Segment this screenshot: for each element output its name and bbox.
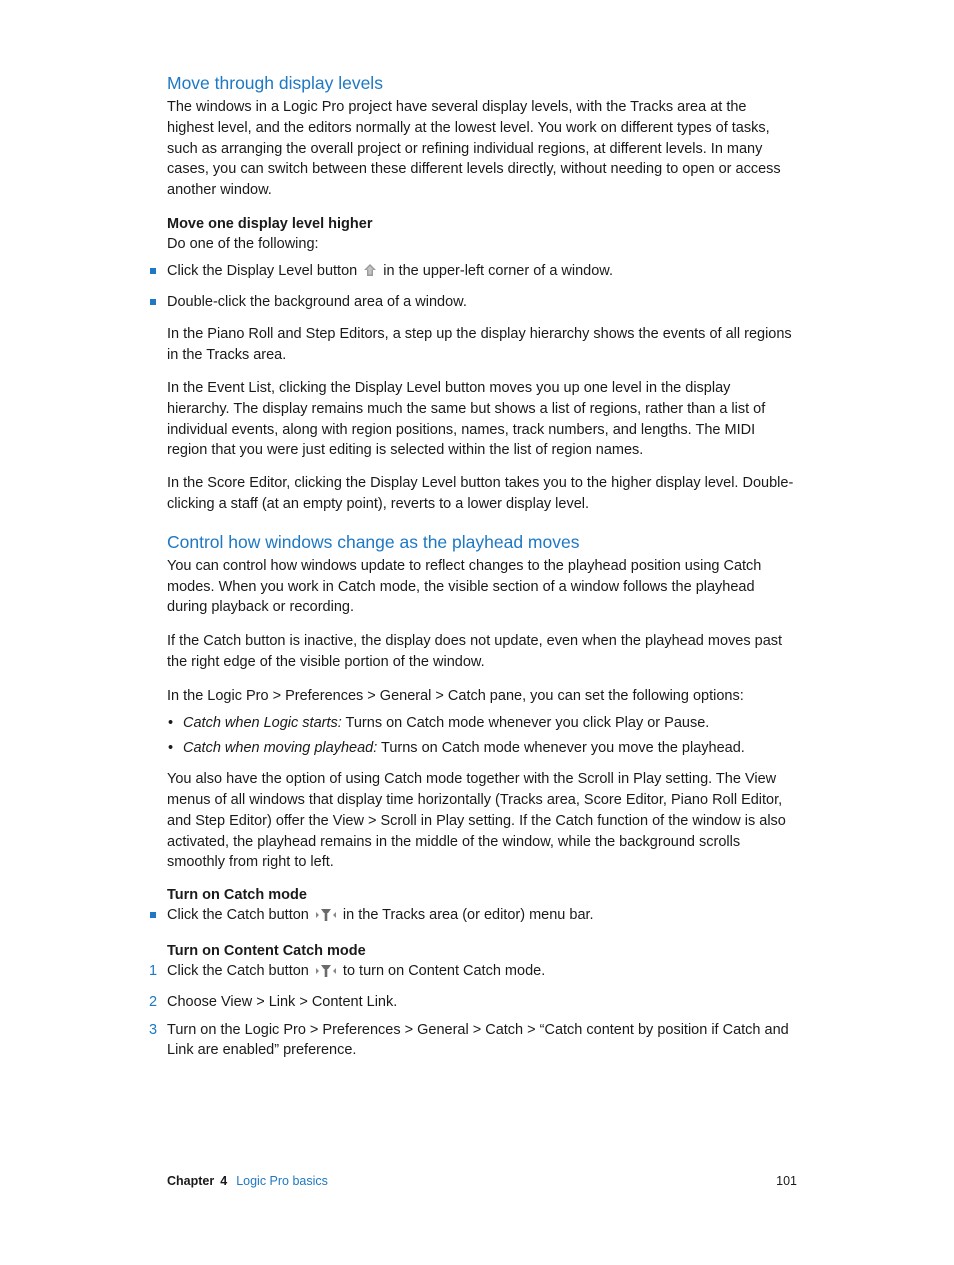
bullet-item-display-level xyxy=(167,261,797,285)
step-item-1 xyxy=(149,961,797,985)
paragraph-catch-inactive: If the Catch button is inactive, the display does not update, even when the playhead moves past the right edge of the visible portion of the window. xyxy=(167,633,783,670)
catch-intro-paragraph: You can control how windows update to reflect changes to the playhead position using Catch modes. When you work in Catch mode, the visible section of a window follows the playhead during playback or recording. xyxy=(167,557,762,616)
option-desc: Turns on Catch mode whenever you move the playhead. xyxy=(377,740,745,757)
section-heading-catch: Control how windows change as the playhead moves xyxy=(167,531,580,552)
bullet-text-before: Click the Display Level button xyxy=(167,262,362,279)
page-number: 101 xyxy=(776,1174,797,1188)
bullet-text-before: Click the Catch button xyxy=(167,907,313,924)
bullet-text: Double-click the background area of a window. xyxy=(167,293,467,310)
option-term: Catch when Logic starts: xyxy=(183,714,342,731)
step-number: 1 xyxy=(149,962,158,979)
catch-icon xyxy=(315,964,337,985)
bullet-dot: • xyxy=(168,714,174,731)
option-desc: Turns on Catch mode whenever you click Play or Pause. xyxy=(341,714,710,731)
page-content xyxy=(149,72,797,1068)
step-text: Turn on the Logic Pro > Preferences > General > Catch > “Catch content by position if Catch and Link are enabled” preference. xyxy=(167,1021,789,1059)
task-title-content-catch: Turn on Content Catch mode xyxy=(167,942,366,959)
paragraph-score-editor: In the Score Editor, clicking the Display Level button takes you to the higher display level. Double-clicking a staff (at an empty point), reverts to a lower display level. xyxy=(167,475,794,512)
bullet-square xyxy=(150,268,156,274)
task-title-catch-mode: Turn on Catch mode xyxy=(167,887,307,904)
option-item-moving-playhead xyxy=(167,738,797,759)
step-number: 3 xyxy=(149,1021,158,1038)
bullet-item-double-click xyxy=(167,292,797,313)
paragraph-event-list: In the Event List, clicking the Display Level button moves you up one level in the display hierarchy. The display remains much the same but shows a list of regions, rather than a list of individual events, along with region positions, names, track numbers, and lengths. The MIDI region that you were just editing is selected within the list of region names. xyxy=(167,379,766,459)
bullet-text-after: in the upper-left corner of a window. xyxy=(379,262,613,279)
option-term: Catch when moving playhead: xyxy=(183,740,378,757)
section-heading-display-levels: Move through display levels xyxy=(167,73,383,93)
paragraph-catch-pane: In the Logic Pro > Preferences > General > Catch pane, you can set the following options: xyxy=(167,687,744,704)
bullet-dot: • xyxy=(168,740,174,757)
step-number: 2 xyxy=(149,993,158,1010)
task-title-display-higher: Move one display level higher xyxy=(167,215,373,232)
option-item-logic-starts xyxy=(167,713,797,734)
display-level-icon xyxy=(363,263,377,285)
task-lead: Do one of the following: xyxy=(167,235,319,252)
bullet-square xyxy=(150,912,156,918)
page-footer xyxy=(167,1173,797,1189)
paragraph-scroll-in-play: You also have the option of using Catch mode together with the Scroll in Play setting. The View menus of all windows that display time horizontally (Tracks area, Score Editor, Piano Roll Editor, and Step Editor) offer the View > Scroll in Play setting. If the Catch function of the window is also activated, the playhead remains in the middle of the window, while the background scrolls smoothly from right to left. xyxy=(167,771,786,871)
chapter-title-link[interactable]: Logic Pro basics xyxy=(236,1174,328,1188)
catch-icon xyxy=(315,908,337,929)
chapter-label: Chapter xyxy=(167,1174,215,1188)
step-text: Choose View > Link > Content Link. xyxy=(167,993,398,1010)
intro-paragraph: The windows in a Logic Pro project have several display levels, with the Tracks area at the highest level, and the editors normally at the lowest level. You work on different types of tasks, such as arranging the overall project or refining individual regions, at different levels. In many cases, you can switch between these different levels directly, without needing to open or access another window. xyxy=(167,99,781,199)
step-text-after: to turn on Content Catch mode. xyxy=(338,962,546,979)
chapter-number: 4 xyxy=(220,1174,228,1188)
step-item-2 xyxy=(149,992,797,1013)
step-item-3 xyxy=(149,1020,797,1062)
bullet-item-catch-button xyxy=(167,905,797,929)
paragraph-piano-roll: In the Piano Roll and Step Editors, a step up the display hierarchy shows the events of all regions in the Tracks area. xyxy=(167,326,792,364)
bullet-text-after: in the Tracks area (or editor) menu bar. xyxy=(338,907,594,924)
step-text-before: Click the Catch button xyxy=(167,962,313,979)
bullet-square xyxy=(150,299,156,305)
